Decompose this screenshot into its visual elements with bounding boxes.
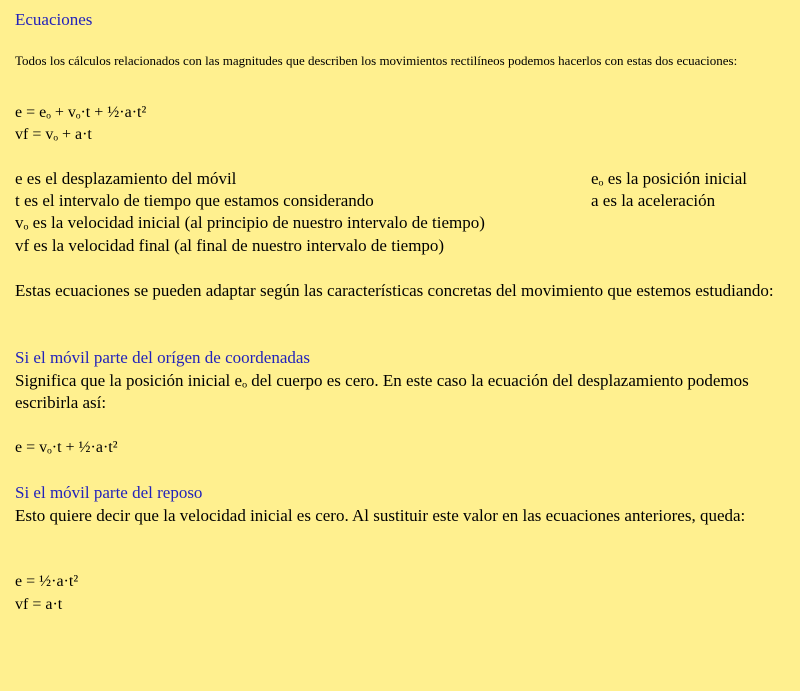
adapt-paragraph: Estas ecuaciones se pueden adaptar según las características concretas del movimiento que estemos estudiando: [15, 281, 774, 300]
section-rest-equation-2: vf = a·t [15, 596, 63, 613]
definition-a: a es la aceleración [591, 191, 716, 210]
definition-t: t es el intervalo de tiempo que estamos considerando [15, 191, 374, 210]
definition-e0: eₒ es la posición inicial [591, 169, 747, 188]
section-origin-equation: e = vₒ·t + ½·a·t² [15, 439, 118, 456]
section-rest-heading: Si el móvil parte del reposo [15, 483, 203, 502]
section-origin-heading: Si el móvil parte del orígen de coordenadas [15, 348, 311, 367]
intro-paragraph: Todos los cálculos relacionados con las magnitudes que describen los movimientos rectilíneos podemos hacerlos con estas dos ecuaciones: [15, 53, 738, 68]
section-origin-text: Significa que la posición inicial eₒ del cuerpo es cero. En este caso la ecuación del desplazamiento podemos escribirla así: [15, 371, 749, 412]
definition-e: e es el desplazamiento del móvil [15, 169, 237, 188]
page-title: Ecuaciones [15, 10, 93, 29]
section-rest-equation-1: e = ½·a·t² [15, 573, 79, 590]
definition-v0: vₒ es la velocidad inicial (al principio de nuestro intervalo de tiempo) [15, 213, 485, 232]
section-rest-text: Esto quiere decir que la velocidad inicial es cero. Al sustituir este valor en las ecuaciones anteriores, queda: [15, 506, 746, 525]
equation-displacement: e = eₒ + vₒ·t + ½·a·t² [15, 104, 147, 121]
equation-final-velocity: vf = vₒ + a·t [15, 126, 92, 143]
definition-vf: vf es la velocidad final (al final de nuestro intervalo de tiempo) [15, 236, 445, 255]
